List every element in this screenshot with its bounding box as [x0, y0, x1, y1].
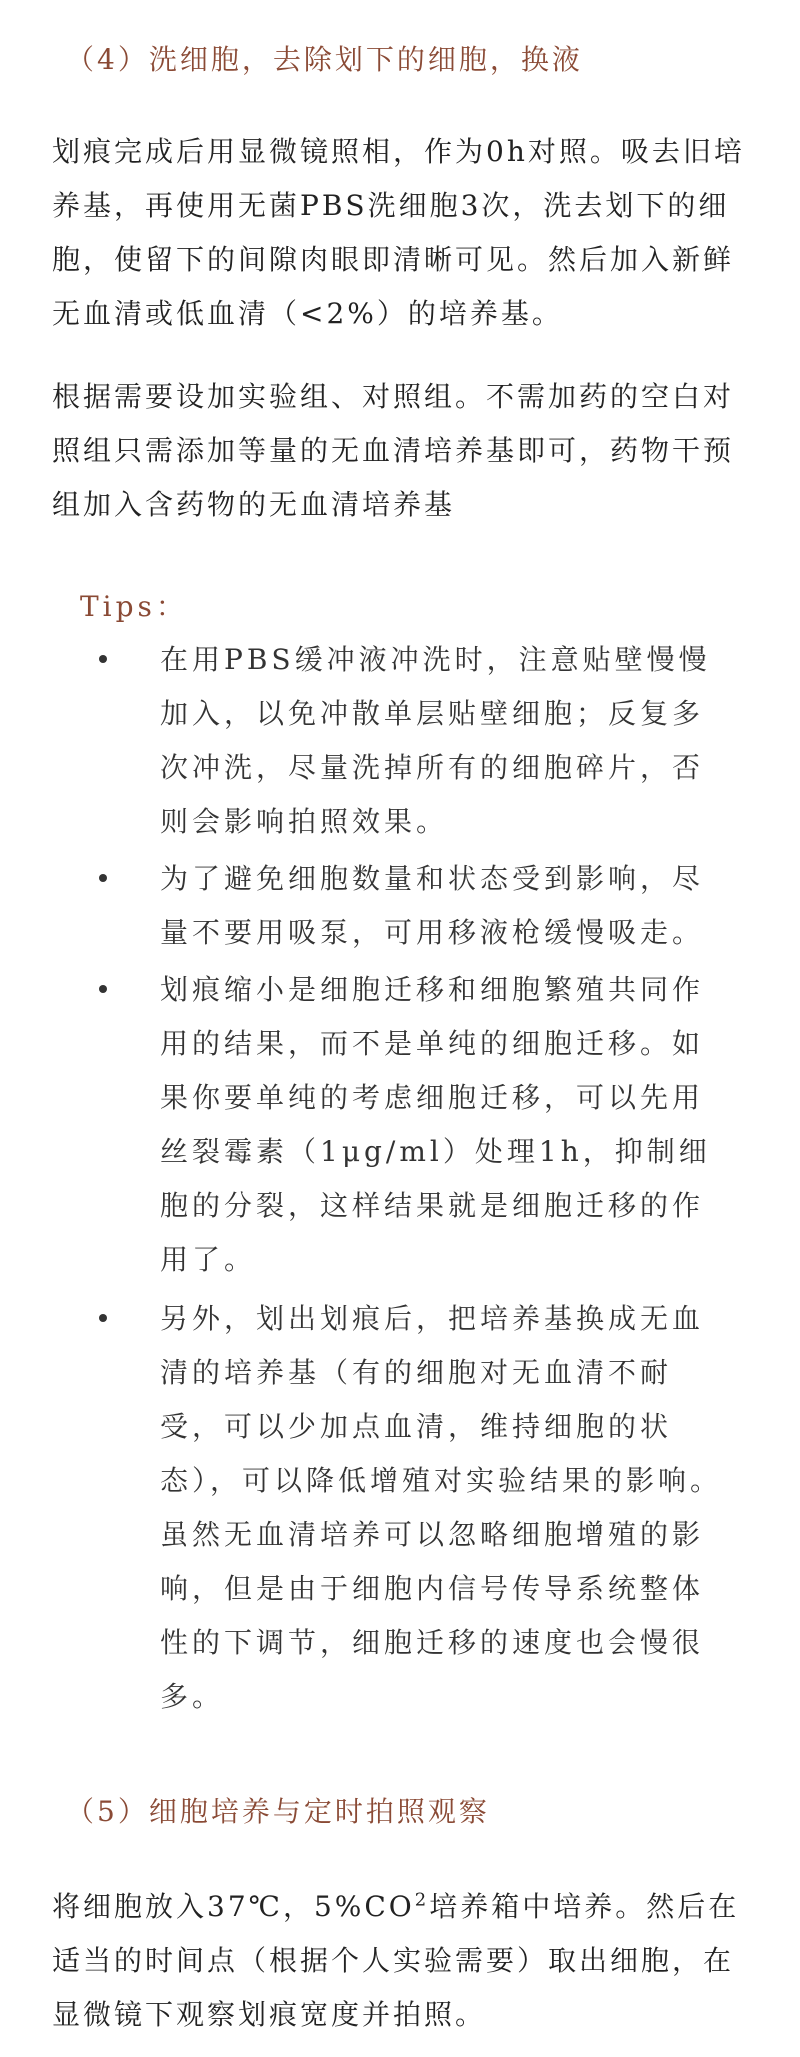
bullet-icon — [99, 1314, 107, 1322]
incubation-text-end: 培养箱中培养。然后在适当的时间点（根据个人实验需要）取出细胞，在显微镜下观察划痕宽度并拍照。 — [52, 1890, 740, 2031]
tip-item — [160, 1292, 730, 1724]
tip-text: 在用PBS缓冲液冲洗时，注意贴壁慢慢加入，以免冲散单层贴壁细胞；反复多次冲洗，尽量洗掉所有的细胞碎片，否则会影响拍照效果。 — [160, 643, 711, 838]
co2-subscript: 2 — [414, 1889, 430, 1911]
incubation-text-start: 将细胞放入37℃，5%CO — [52, 1890, 415, 1923]
tip-text: 为了避免细胞数量和状态受到影响，尽量不要用吸泵，可用移液枪缓慢吸走。 — [160, 862, 705, 949]
paragraph-incubation — [52, 1880, 762, 2042]
section-heading-5: （5）细胞培养与定时拍照观察 — [66, 1795, 490, 1828]
tip-text: 另外，划出划痕后，把培养基换成无血清的培养基（有的细胞对无血清不耐受，可以少加点血清，维持细胞的状态），可以降低增殖对实验结果的影响。虽然无血清培养可以忽略细胞增殖的影响，但是由于细胞内信号传导系统整体性的下调节，细胞迁移的速度也会慢很多。 — [160, 1302, 723, 1713]
paragraph-experiment-groups: 根据需要设加实验组、对照组。不需加药的空白对照组只需添加等量的无血清培养基即可，药物干预组加入含药物的无血清培养基 — [52, 380, 735, 521]
tip-item — [160, 963, 730, 1287]
bullet-icon — [99, 874, 107, 882]
tip-item — [160, 852, 730, 960]
bullet-icon — [99, 985, 107, 993]
section-heading-4: （4）洗细胞，去除划下的细胞，换液 — [66, 43, 583, 76]
tips-label: Tips： — [80, 590, 188, 623]
tip-item — [160, 633, 730, 849]
paragraph-wash-cells: 划痕完成后用显微镜照相，作为0h对照。吸去旧培养基，再使用无菌PBS洗细胞3次，洗去划下的细胞，使留下的间隙肉眼即清晰可见。然后加入新鲜无血清或低血清（<2%）的培养基。 — [52, 135, 745, 330]
bullet-icon — [99, 655, 107, 663]
tip-text: 划痕缩小是细胞迁移和细胞繁殖共同作用的结果，而不是单纯的细胞迁移。如果你要单纯的考虑细胞迁移，可以先用丝裂霉素（1μg/ml）处理1h，抑制细胞的分裂，这样结果就是细胞迁移的作用了。 — [160, 973, 711, 1276]
